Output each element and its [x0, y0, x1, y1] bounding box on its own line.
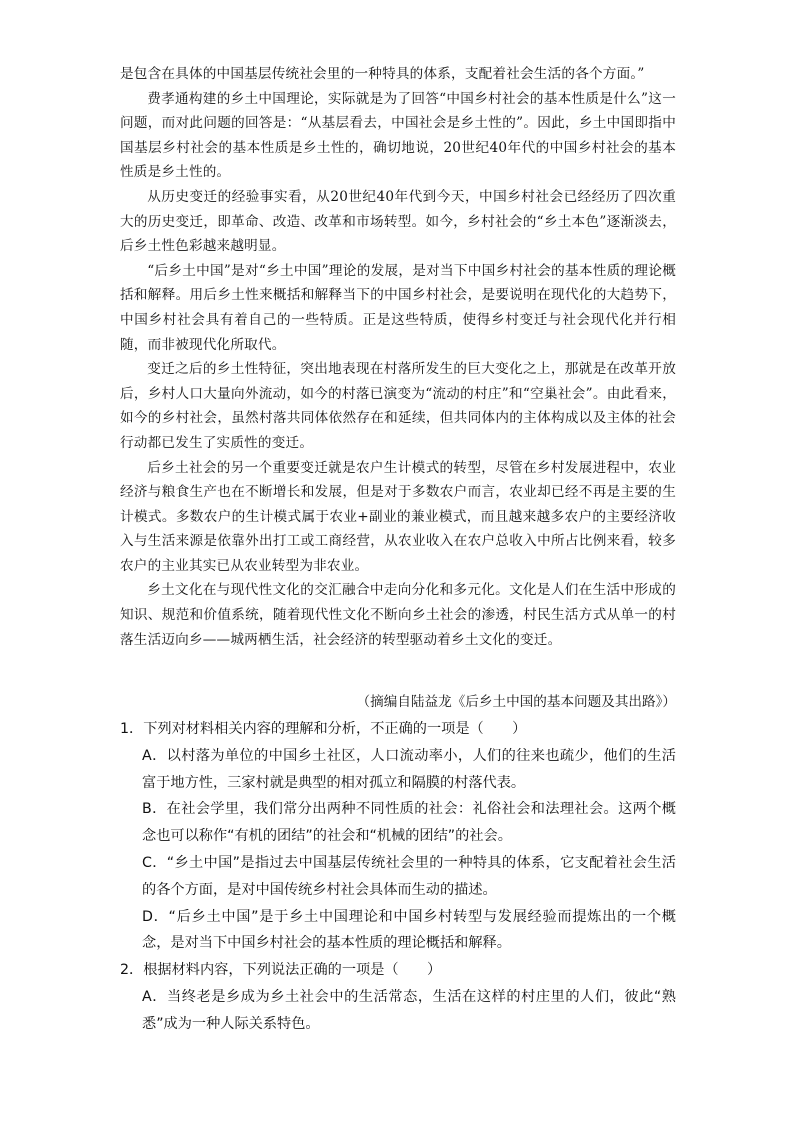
question-option-a: A．以村落为单位的中国乡土社区，人口流动率小，人们的往来也疏少，他们的生活富于地方性，三家村就是典型的相对孤立和隔膜的村落代表。	[142, 747, 676, 791]
passage-paragraph: “后乡土中国”是对“乡土中国”理论的发展，是对当下中国乡村社会的基本性质的理论概括和解释。用后乡土性来概括和解释当下的中国乡村社会，是要说明在现代化的大趋势下，中国乡村社会具有着自己的一些特质。正是这些特质，使得乡村变迁与社会现代化并行相随，而非被现代化所取代。	[120, 262, 676, 353]
question-option-d: D．“后乡土中国”是于乡土中国理论和中国乡村转型与发展经验而提炼出的一个概念，是对当下中国乡村社会的基本性质的理论概括和解释。	[142, 908, 676, 952]
question-option-b: B．在社会学里，我们常分出两种不同性质的社会：礼俗社会和法理社会。这两个概念也可以称作“有机的团结”的社会和“机械的团结”的社会。	[142, 801, 676, 845]
question-1	[120, 716, 676, 957]
question-list	[120, 716, 676, 1038]
question-2	[120, 957, 676, 1037]
passage-paragraph: 乡土文化在与现代性文化的交汇融合中走向分化和多元化。文化是人们在生活中形成的知识、规范和价值系统，随着现代性文化不断向乡土社会的渗透，村民生活方式从单一的村落生活迈向乡——城两栖生活，社会经济的转型驱动着乡土文化的变迁。	[120, 582, 676, 648]
passage-paragraph: 后乡土社会的另一个重要变迁就是农户生计模式的转型，尽管在乡村发展进程中，农业经济与粮食生产也在不断增长和发展，但是对于多数农户而言，农业却已经不再是主要的生计模式。多数农户的生计模式属于农业+副业的兼业模式，而且越来越多农户的主要经济收入与生活来源是依靠外出打工或工商经营，从农业收入在农户总收入中所占比例来看，较多农户的主业其实已从农业转型为非农业。	[120, 459, 676, 574]
passage-paragraph: 从历史变迁的经验事实看，从20世纪40年代到今天，中国乡村社会已经经历了四次重大的历史变迁，即革命、改造、改革和市场转型。如今，乡村社会的“乡土本色”逐渐淡去，后乡土性色彩越来越明显。	[120, 188, 676, 255]
passage-source-citation: （摘编自陆益龙《后乡土中国的基本问题及其出路》）	[356, 694, 676, 710]
reading-passage	[120, 62, 676, 652]
question-stem: 2．根据材料内容，下列说法正确的一项是（ ）	[120, 962, 442, 979]
question-option-a: A．当终老是乡成为乡土社会中的生活常态，生活在这样的村庄里的人们，彼此“熟悉”成为一种人际关系特色。	[142, 988, 676, 1032]
question-stem: 1．下列对材料相关内容的理解和分析，不正确的一项是（ ）	[120, 721, 527, 737]
passage-paragraph: 费孝通构建的乡土中国理论，实际就是为了回答“中国乡村社会的基本性质是什么”这一问题，而对此问题的回答是：“从基层看去，中国社会是乡土性的”。因此，乡土中国即指中国基层乡村社会的基本性质是乡土性的，确切地说，20世纪40年代的中国乡村社会的基本性质是乡土性的。	[120, 90, 676, 181]
passage-paragraph-continuation: 是包含在具体的中国基层传统社会里的一种特具的体系，支配着社会生活的各个方面。”	[120, 66, 645, 82]
question-option-c: C．“乡土中国”是指过去中国基层传统社会里的一种特具的体系，它支配着社会生活的各个方面，是对中国传统乡村社会具体而生动的描述。	[142, 854, 676, 898]
passage-paragraph: 变迁之后的乡土性特征，突出地表现在村落所发生的巨大变化之上，那就是在改革开放后，乡村人口大量向外流动，如今的村落已演变为“流动的村庄”和“空巢社会”。由此看来，如今的乡村社会，虽然村落共同体依然存在和延续，但共同体内的主体构成以及主体的社会行动都已发生了实质性的变迁。	[120, 361, 676, 451]
